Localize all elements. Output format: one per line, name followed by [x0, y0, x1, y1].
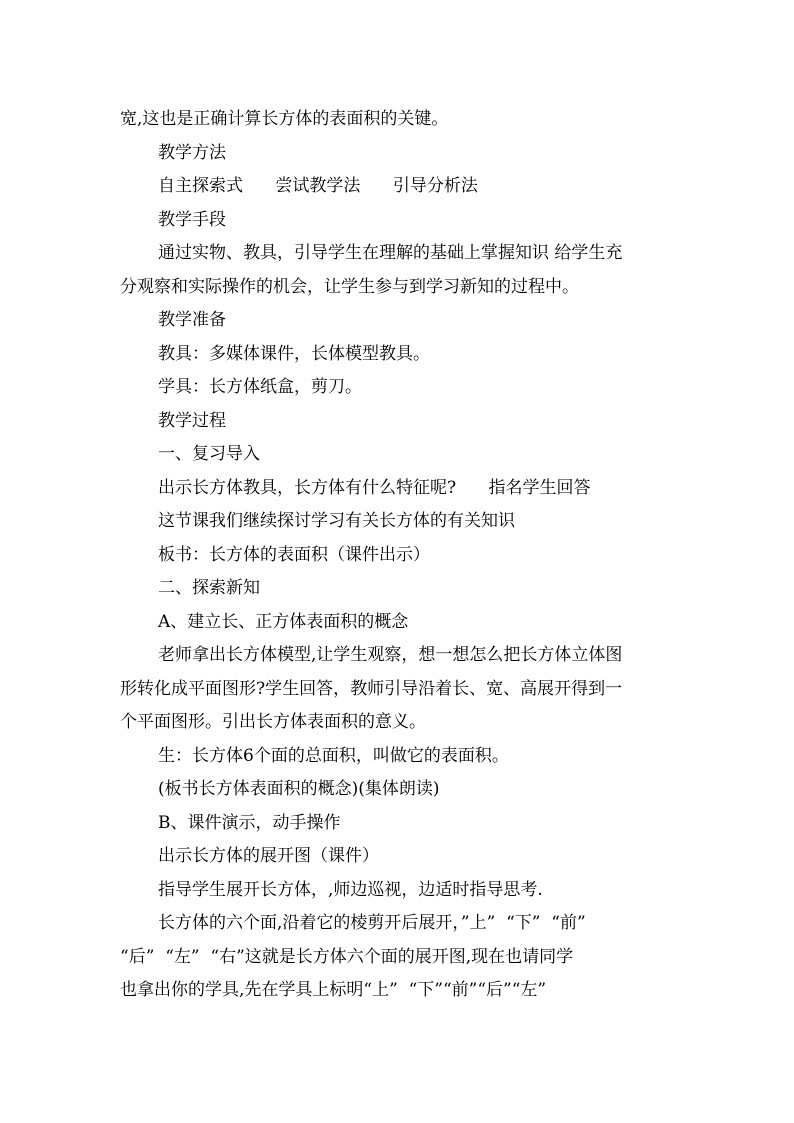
text-line: 教具：多媒体课件，长体模型教具。	[158, 344, 430, 364]
text-line: 也拿出你的学具,先在学具上标明“上” “下”“前”“后”“左”	[120, 980, 547, 1000]
text-line: 学具：长方体纸盒，剪刀。	[158, 377, 362, 397]
text-line: 老师拿出长方体模型,让学生观察，想一想怎么把长方体立体图	[158, 645, 623, 665]
text-line: 自主探索式 尝试教学法 引导分析法	[158, 176, 478, 196]
text-line: A、建立长、正方体表面积的概念	[158, 612, 409, 632]
section-heading-teaching-process: 教学过程	[158, 411, 226, 431]
text-line: 指导学生展开长方体，,师边巡视，边适时指导思考.	[158, 880, 543, 900]
text-line: 生：长方体6个面的总面积，叫做它的表面积。	[158, 746, 509, 766]
text-line: 通过实物、教具，引导学生在理解的基础上掌握知识 给学生充	[158, 243, 623, 263]
text-line: 长方体的六个面,沿着它的棱剪开后展开，”上” “下” “前”	[158, 913, 586, 933]
text-line: B、课件演示，动手操作	[158, 813, 341, 833]
section-heading-teaching-means: 教学手段	[158, 210, 226, 230]
text-line: 板书：长方体的表面积（课件出示）	[158, 545, 430, 565]
text-line: 分观察和实际操作的机会，让学生参与到学习新知的过程中。	[120, 277, 579, 297]
text-line: 个平面图形。引出长方体表面积的意义。	[120, 712, 426, 732]
text-line: 出示长方体的展开图（课件）	[158, 846, 379, 866]
section-heading-teaching-method: 教学方法	[158, 143, 226, 163]
text-line: (板书长方体表面积的概念)(集体朗读)	[158, 779, 440, 799]
text-line: 形转化成平面图形?学生回答，教师引导沿着长、宽、高展开得到一	[120, 679, 623, 699]
subsection-heading: 二、探索新知	[158, 578, 260, 598]
section-heading-teaching-preparation: 教学准备	[158, 310, 226, 330]
text-line: 宽,这也是正确计算长方体的表面积的关键。	[120, 109, 449, 129]
text-line: 出示长方体教具，长方体有什么特征呢? 指名学生回答	[158, 478, 591, 498]
text-line: 这节课我们继续探讨学习有关长方体的有关知识	[158, 511, 515, 531]
subsection-heading: 一、复习导入	[158, 444, 260, 464]
text-line: “后” “左” “右”这就是长方体六个面的展开图,现在也请同学	[120, 947, 574, 967]
